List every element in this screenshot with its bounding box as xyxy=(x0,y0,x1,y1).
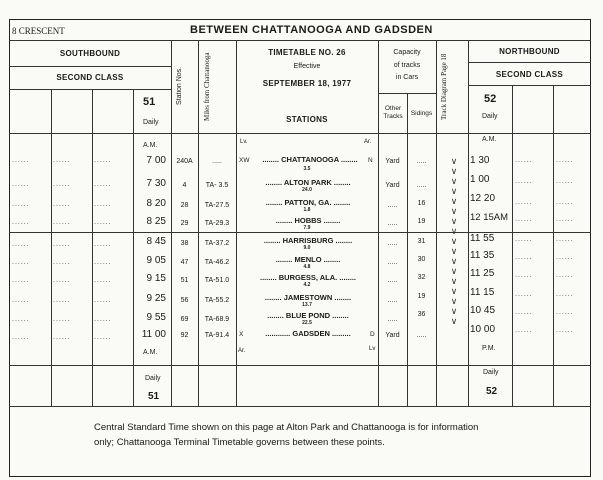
nb-dots: ...... xyxy=(515,291,533,298)
chevron-down-icon: ∨ xyxy=(450,216,458,226)
miles: TA-91.4 xyxy=(204,332,230,339)
lv-bottom: Lv xyxy=(369,346,376,352)
capacity-line1: Capacity xyxy=(393,49,421,56)
other-tracks-header: Other Tracks xyxy=(383,105,403,120)
station-name: ........ PATTON, GA. ........ xyxy=(265,198,351,207)
other-tracks: ..... xyxy=(387,220,398,227)
northbound-class: SECOND CLASS xyxy=(495,70,564,79)
nb-time: 11 35 xyxy=(470,250,495,261)
other-tracks: ..... xyxy=(387,240,398,247)
sb-dots: ...... xyxy=(53,241,71,248)
sidings: 36 xyxy=(417,311,426,318)
chevron-down-icon: ∨ xyxy=(450,266,458,276)
sb-dots: ...... xyxy=(12,241,30,248)
chevron-down-icon: ∨ xyxy=(450,206,458,216)
station-no: 29 xyxy=(180,220,189,227)
nb-dots: ...... xyxy=(556,272,574,279)
sb-class-rule xyxy=(9,89,171,90)
nb-time: 11 25 xyxy=(470,268,495,279)
nb-time: 1 00 xyxy=(470,174,490,185)
chevron-down-icon: ∨ xyxy=(450,296,458,306)
nb-time: 12 20 xyxy=(470,193,496,204)
sb-dots: ...... xyxy=(94,201,112,208)
chevron-down-icon: ∨ xyxy=(450,226,458,236)
sb-time: 9 25 xyxy=(146,293,166,304)
sb-dots: ...... xyxy=(12,297,30,304)
nb-bottom-train-number: 52 xyxy=(486,386,498,397)
sb-dots: ...... xyxy=(12,277,30,284)
sidings-header: Sidings xyxy=(410,110,433,117)
station-name: ........ CHATTANOOGA ........ xyxy=(262,155,358,164)
chevron-down-icon: ∨ xyxy=(450,196,458,206)
miles: TA-46.2 xyxy=(204,259,230,266)
track-diagram-rule xyxy=(468,40,469,406)
sb-time: 9 15 xyxy=(146,273,166,284)
sidings: ..... xyxy=(416,332,427,339)
chevron-down-icon: ∨ xyxy=(450,246,458,256)
sb-dots: ...... xyxy=(12,181,30,188)
nb-dots: ...... xyxy=(515,236,533,243)
other-tracks: ..... xyxy=(387,202,398,209)
chevron-down-icon: ∨ xyxy=(450,306,458,316)
sidings: 19 xyxy=(417,293,426,300)
nb-dots: ...... xyxy=(556,309,574,316)
track-diagram-header: Track Diagram Page 18 xyxy=(440,53,448,121)
distance: 3.5 xyxy=(303,166,311,172)
nb-time: 1 30 xyxy=(470,155,490,166)
sb-time: 8 20 xyxy=(146,198,166,209)
station-no: 28 xyxy=(180,202,189,209)
sb-dots: ...... xyxy=(12,259,30,266)
nb-dots: ...... xyxy=(556,178,574,185)
station-nos-header: Station Nos. xyxy=(176,66,183,106)
sb-time: 9 55 xyxy=(146,312,166,323)
other-tracks: ..... xyxy=(387,259,398,266)
sb-time: 8 45 xyxy=(146,236,166,247)
sb-dots: ...... xyxy=(12,316,30,323)
footnote-line-2: only; Chattanooga Terminal Timetable governs between these points. xyxy=(94,437,385,448)
sb-dots: ...... xyxy=(94,334,112,341)
sb-col-rule-1 xyxy=(51,89,52,406)
sb-dots: ...... xyxy=(53,219,71,226)
sb-dots: ...... xyxy=(94,241,112,248)
distance: 4.2 xyxy=(303,282,311,288)
sb-bottom-train-number: 51 xyxy=(148,391,160,402)
distance: 9.0 xyxy=(303,245,311,251)
sb-time: 7 30 xyxy=(146,178,166,189)
sidings: ..... xyxy=(416,158,427,165)
station-name: ........ BLUE POND ........ xyxy=(267,311,349,320)
sidings: 16 xyxy=(417,200,426,207)
station-no: 47 xyxy=(180,259,189,266)
distance: 4.8 xyxy=(303,264,311,270)
nb-dots: ...... xyxy=(515,157,533,164)
footnote-line-1: Central Standard Time shown on this page at Alton Park and Chattanooga is for information xyxy=(94,422,479,433)
station-no: 240A xyxy=(176,158,193,165)
nb-time: 10 45 xyxy=(470,305,496,316)
sb-dots: ...... xyxy=(12,201,30,208)
sb-dots: ...... xyxy=(53,259,71,266)
nb-class-rule xyxy=(468,85,591,86)
nb-col-rule-1 xyxy=(512,85,513,406)
sb-dots: ...... xyxy=(94,277,112,284)
nb-direction-rule xyxy=(468,62,591,63)
sb-dots: ...... xyxy=(12,334,30,341)
sb-dots: ...... xyxy=(94,219,112,226)
nb-dots: ...... xyxy=(515,216,533,223)
station-no: 38 xyxy=(180,240,189,247)
sb-dots: ...... xyxy=(94,316,112,323)
sidings: 31 xyxy=(417,238,426,245)
page-label: 8 CRESCENT xyxy=(12,26,65,36)
sb-dots: ...... xyxy=(53,157,71,164)
nb-dots: ...... xyxy=(515,199,533,206)
chevron-down-icon: ∨ xyxy=(450,186,458,196)
chevron-down-icon: ∨ xyxy=(450,276,458,286)
station-no: 92 xyxy=(180,332,189,339)
nb-dots: ...... xyxy=(556,327,574,334)
nb-dots: ...... xyxy=(556,254,574,261)
nb-time: 11 55 xyxy=(470,233,495,244)
miles: TA-68.9 xyxy=(204,316,230,323)
miles: TA-37.2 xyxy=(204,240,230,247)
station-prefix: XW xyxy=(239,157,250,164)
sidings: 19 xyxy=(417,218,426,225)
southbound-label: SOUTHBOUND xyxy=(59,49,121,58)
nb-top-ampm: A.M. xyxy=(482,136,497,143)
distance: 7.9 xyxy=(303,225,311,231)
sb-dots: ...... xyxy=(12,219,30,226)
sb-time: 7 00 xyxy=(146,155,166,166)
station-name: ........ HARRISBURG ........ xyxy=(263,236,353,245)
nb-bottom-ampm: P.M. xyxy=(482,345,496,352)
distance: 1.8 xyxy=(303,207,311,213)
nb-dots: ...... xyxy=(515,327,533,334)
sb-dots: ...... xyxy=(53,297,71,304)
station-name: ........ ALTON PARK ........ xyxy=(265,178,351,187)
southbound-class: SECOND CLASS xyxy=(56,73,124,82)
effective-label: Effective xyxy=(293,63,321,70)
distance: 22.5 xyxy=(302,320,312,326)
capacity-right-rule xyxy=(436,40,437,406)
nb-dots: ...... xyxy=(515,272,533,279)
sb-col-rule-3 xyxy=(133,89,134,406)
sb-dots: ...... xyxy=(12,157,30,164)
capacity-line3: in Cars xyxy=(395,74,419,81)
chevron-down-icon: ∨ xyxy=(450,256,458,266)
nb-time: 11 15 xyxy=(470,287,495,298)
stations-header: STATIONS xyxy=(286,115,328,124)
nb-dots: ...... xyxy=(515,309,533,316)
station-name: ........ HOBBS ........ xyxy=(275,216,341,225)
nb-dots: ...... xyxy=(556,236,574,243)
miles: TA-55.2 xyxy=(204,297,230,304)
sidings: 32 xyxy=(417,274,426,281)
miles: TA-51.0 xyxy=(204,277,230,284)
track-diagram-chevrons xyxy=(447,156,461,326)
lv-top: Lv. xyxy=(240,139,248,145)
sb-dots: ...... xyxy=(53,201,71,208)
title-rule xyxy=(9,40,591,41)
sb-top-ampm: A.M. xyxy=(143,142,158,149)
footer-rule xyxy=(9,406,591,407)
station-name: ........ JAMESTOWN ........ xyxy=(264,293,352,302)
other-tracks: ..... xyxy=(387,297,398,304)
stations-left-rule xyxy=(236,40,237,406)
chevron-down-icon: ∨ xyxy=(450,286,458,296)
chevron-down-icon: ∨ xyxy=(450,156,458,166)
nb-dots: ...... xyxy=(556,216,574,223)
effective-date: SEPTEMBER 18, 1977 xyxy=(262,79,352,88)
nb-frequency: Daily xyxy=(482,113,498,120)
other-tracks: Yard xyxy=(385,182,400,189)
nb-time: 10 00 xyxy=(470,324,496,335)
other-tracks: ..... xyxy=(387,277,398,284)
timetable-number: TIMETABLE NO. 26 xyxy=(268,48,346,57)
sb-dots: ...... xyxy=(94,157,112,164)
nb-dots: ...... xyxy=(556,199,574,206)
sb-dots: ...... xyxy=(94,297,112,304)
sb-dots: ...... xyxy=(53,334,71,341)
sb-col-rule-2 xyxy=(92,89,93,406)
capacity-split-rule xyxy=(407,93,408,406)
sb-time: 9 05 xyxy=(146,255,166,266)
header-bottom-rule xyxy=(9,133,591,134)
page-title: BETWEEN CHATTANOOGA AND GADSDEN xyxy=(190,24,433,36)
sidings: ..... xyxy=(416,182,427,189)
nb-bottom-frequency: Daily xyxy=(483,369,499,376)
distance: 24.0 xyxy=(302,187,312,193)
other-tracks: ..... xyxy=(387,316,398,323)
ar-bottom: Ar. xyxy=(238,348,246,354)
station-no: 4 xyxy=(182,182,187,189)
station-name: ........ BURGESS, ALA. ........ xyxy=(259,273,356,282)
sb-dots: ...... xyxy=(94,259,112,266)
chevron-down-icon: ∨ xyxy=(450,236,458,246)
nb-dots: ...... xyxy=(556,291,574,298)
miles: TA- 3.5 xyxy=(205,182,229,189)
sb-time: 8 25 xyxy=(146,216,166,227)
sb-dots: ...... xyxy=(94,181,112,188)
miles: ..... xyxy=(212,158,222,165)
chevron-down-icon: ∨ xyxy=(450,176,458,186)
capacity-line2: of tracks xyxy=(393,62,421,69)
ar-top: Ar. xyxy=(364,139,372,145)
distance: 13.7 xyxy=(302,302,312,308)
nb-train-number: 52 xyxy=(484,93,497,105)
nb-dots: ...... xyxy=(515,178,533,185)
miles: TA-29.3 xyxy=(204,220,230,227)
station-no: 69 xyxy=(180,316,189,323)
sb-bottom-ampm: A.M. xyxy=(143,349,158,356)
body-bottom-rule xyxy=(9,365,591,366)
station-name: ........ MENLO ........ xyxy=(275,255,341,264)
station-prefix: X xyxy=(239,331,244,338)
chevron-down-icon: ∨ xyxy=(450,316,458,326)
miles: TA-27.5 xyxy=(204,202,230,209)
nb-dots: ...... xyxy=(556,157,574,164)
sb-dots: ...... xyxy=(53,277,71,284)
sidings: 30 xyxy=(417,256,426,263)
other-tracks: Yard xyxy=(385,332,400,339)
sb-bottom-frequency: Daily xyxy=(145,375,161,382)
sb-frequency: Daily xyxy=(143,119,159,126)
sb-direction-rule xyxy=(9,66,171,67)
nb-dots: ...... xyxy=(515,254,533,261)
northbound-label: NORTHBOUND xyxy=(499,47,560,56)
station-suffix: N xyxy=(368,157,373,164)
nb-col-rule-2 xyxy=(553,85,554,406)
station-suffix: D xyxy=(370,331,375,338)
sb-train-number: 51 xyxy=(143,96,156,108)
sb-dots: ...... xyxy=(53,316,71,323)
sb-dots: ...... xyxy=(53,181,71,188)
station-name: ............ GADSDEN ......... xyxy=(265,329,351,338)
station-no: 51 xyxy=(180,277,189,284)
chevron-down-icon: ∨ xyxy=(450,166,458,176)
sb-time: 11 00 xyxy=(141,329,166,340)
station-no: 56 xyxy=(180,297,189,304)
nb-time: 12 15AM xyxy=(470,212,509,223)
miles-from-header: Miles from Chattanooga xyxy=(203,52,211,122)
other-tracks: Yard xyxy=(385,158,400,165)
